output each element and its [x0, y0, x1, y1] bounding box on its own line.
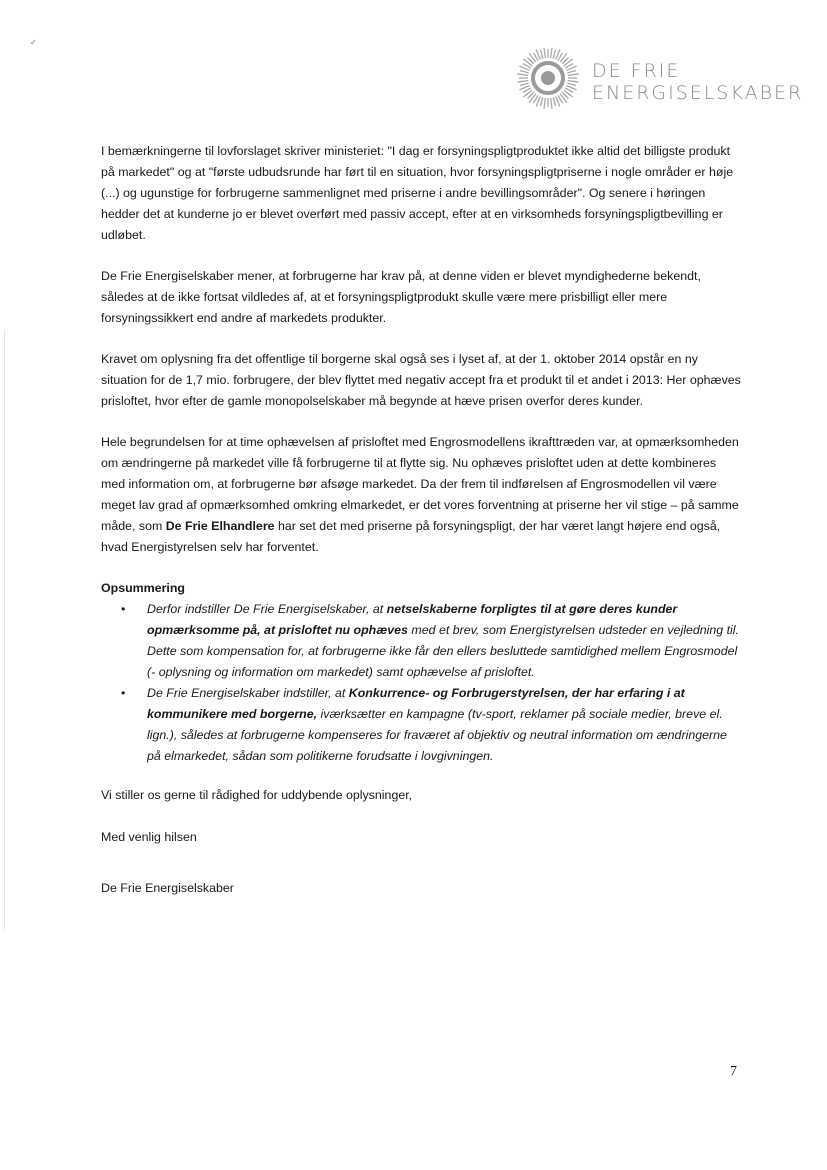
paragraph-4: [101, 432, 741, 558]
logo-line-2: ENERGISELSKABER: [592, 82, 804, 104]
closing-offer: Vi stiller os gerne til rådighed for uddybende oplysninger,: [101, 788, 413, 802]
bullet-1-text-a: Derfor indstiller De Frie Energiselskaber, at: [147, 602, 387, 616]
bullet-1-text-b: med et brev, som Energistyrelsen udsteder en vejledning til. Dette som kompensation for, at forbrugerne ikke får den ellers besluttede samtidighed mellem Engrosmodel (- oplysning og information om markedet) samt ophævelse af prisloftet.: [147, 623, 739, 679]
scan-edge-line: [4, 330, 5, 930]
summary-heading: Opsummering: [101, 581, 185, 595]
signature: De Frie Energiselskaber: [101, 881, 234, 895]
company-logo: [508, 48, 804, 114]
bullet-1-bold: netselskaberne forpligtes til at gøre deres kunder opmærksomme på, at prisloftet nu ophæves: [147, 602, 678, 637]
paragraph-1: I bemærkningerne til lovforslaget skriver ministeriet: "I dag er forsyningspligtproduktet ikke altid det billigste produkt på markedet" og at "første udbudsrunde har ført til en situation, hvor forsyningspligtpriserne i nogle områder er høje (...) og ugunstige for forbrugerne sammenlignet med priserne i andre bevillingsområder". Og senere i høringen hedder det at kunderne jo er blevet overført med passiv accept, efter at en virksomheds forsyningspligtbevilling er udløbet.: [101, 144, 734, 242]
paragraph-3: Kravet om oplysning fra det offentlige til borgerne skal også ses i lyset af, at der 1. oktober 2014 opstår en ny situation for de 1,7 mio. forbrugere, der blev flyttet med negativ accept fra et produkt til et andet i 2013: Her ophæves prisloftet, hvor efter de gamle monopolselskaber må begynde at hæve prisen overfor deres kunder.: [101, 352, 741, 408]
bullet-2-text-a: De Frie Energiselskaber indstiller, at: [147, 686, 349, 700]
logo-wordmark: [592, 60, 803, 104]
letter-body: [101, 141, 741, 920]
page-number: 7: [730, 1064, 737, 1079]
summary-bullet-1: [147, 599, 741, 683]
paragraph-4-text-b: har set det med priserne på forsyningspligt, der har været langt højere end også, hvad Energistyrelsen selv har forventet.: [101, 519, 721, 554]
scan-speck: ✓: [30, 38, 37, 47]
logo-sun-icon: [508, 48, 588, 114]
bullet-2-text-b: iværksætter en kampagne (tv-sport, reklamer på sociale medier, breve el. lign.), således at forbrugerne kompenseres for fraværet af objektiv og neutral information om ændringerne på elmarkedet, sådan som politikerne forudsatte i lovgivningen.: [147, 707, 727, 763]
summary-list: [101, 599, 741, 767]
logo-line-1: DE FRIE: [592, 60, 681, 82]
bullet-2-bold: Konkurrence- og Forbrugerstyrelsen, der har erfaring i at kommunikere med borgerne,: [147, 686, 685, 721]
paragraph-4-text-a: Hele begrundelsen for at time ophævelsen af prisloftet med Engrosmodellens ikrafttræden var, at opmærksomheden om ændringerne på markedet ville få forbrugerne til at flytte sig. Nu ophæves prisloftet uden at dette kombineres med information om, at forbrugerne bør afsøge markedet. Da der frem til indførelsen af Engrosmodellen vil være meget lav grad af opmærksomhed omkring elmarkedet, er det vores forventning at priserne her vil stige – på samme måde, som: [101, 435, 739, 533]
paragraph-4-bold: De Frie Elhandlere: [165, 519, 275, 533]
closing-greeting: Med venlig hilsen: [101, 830, 197, 844]
paragraph-2: De Frie Energiselskaber mener, at forbrugerne har krav på, at denne viden er blevet myndighederne bekendt, således at de ikke fortsat vildledes af, at et forsyningspligtprodukt skulle være mere prisbilligt eller mere forsyningssikkert end andre af markedets produkter.: [101, 269, 701, 325]
summary-bullet-2: [147, 683, 741, 767]
